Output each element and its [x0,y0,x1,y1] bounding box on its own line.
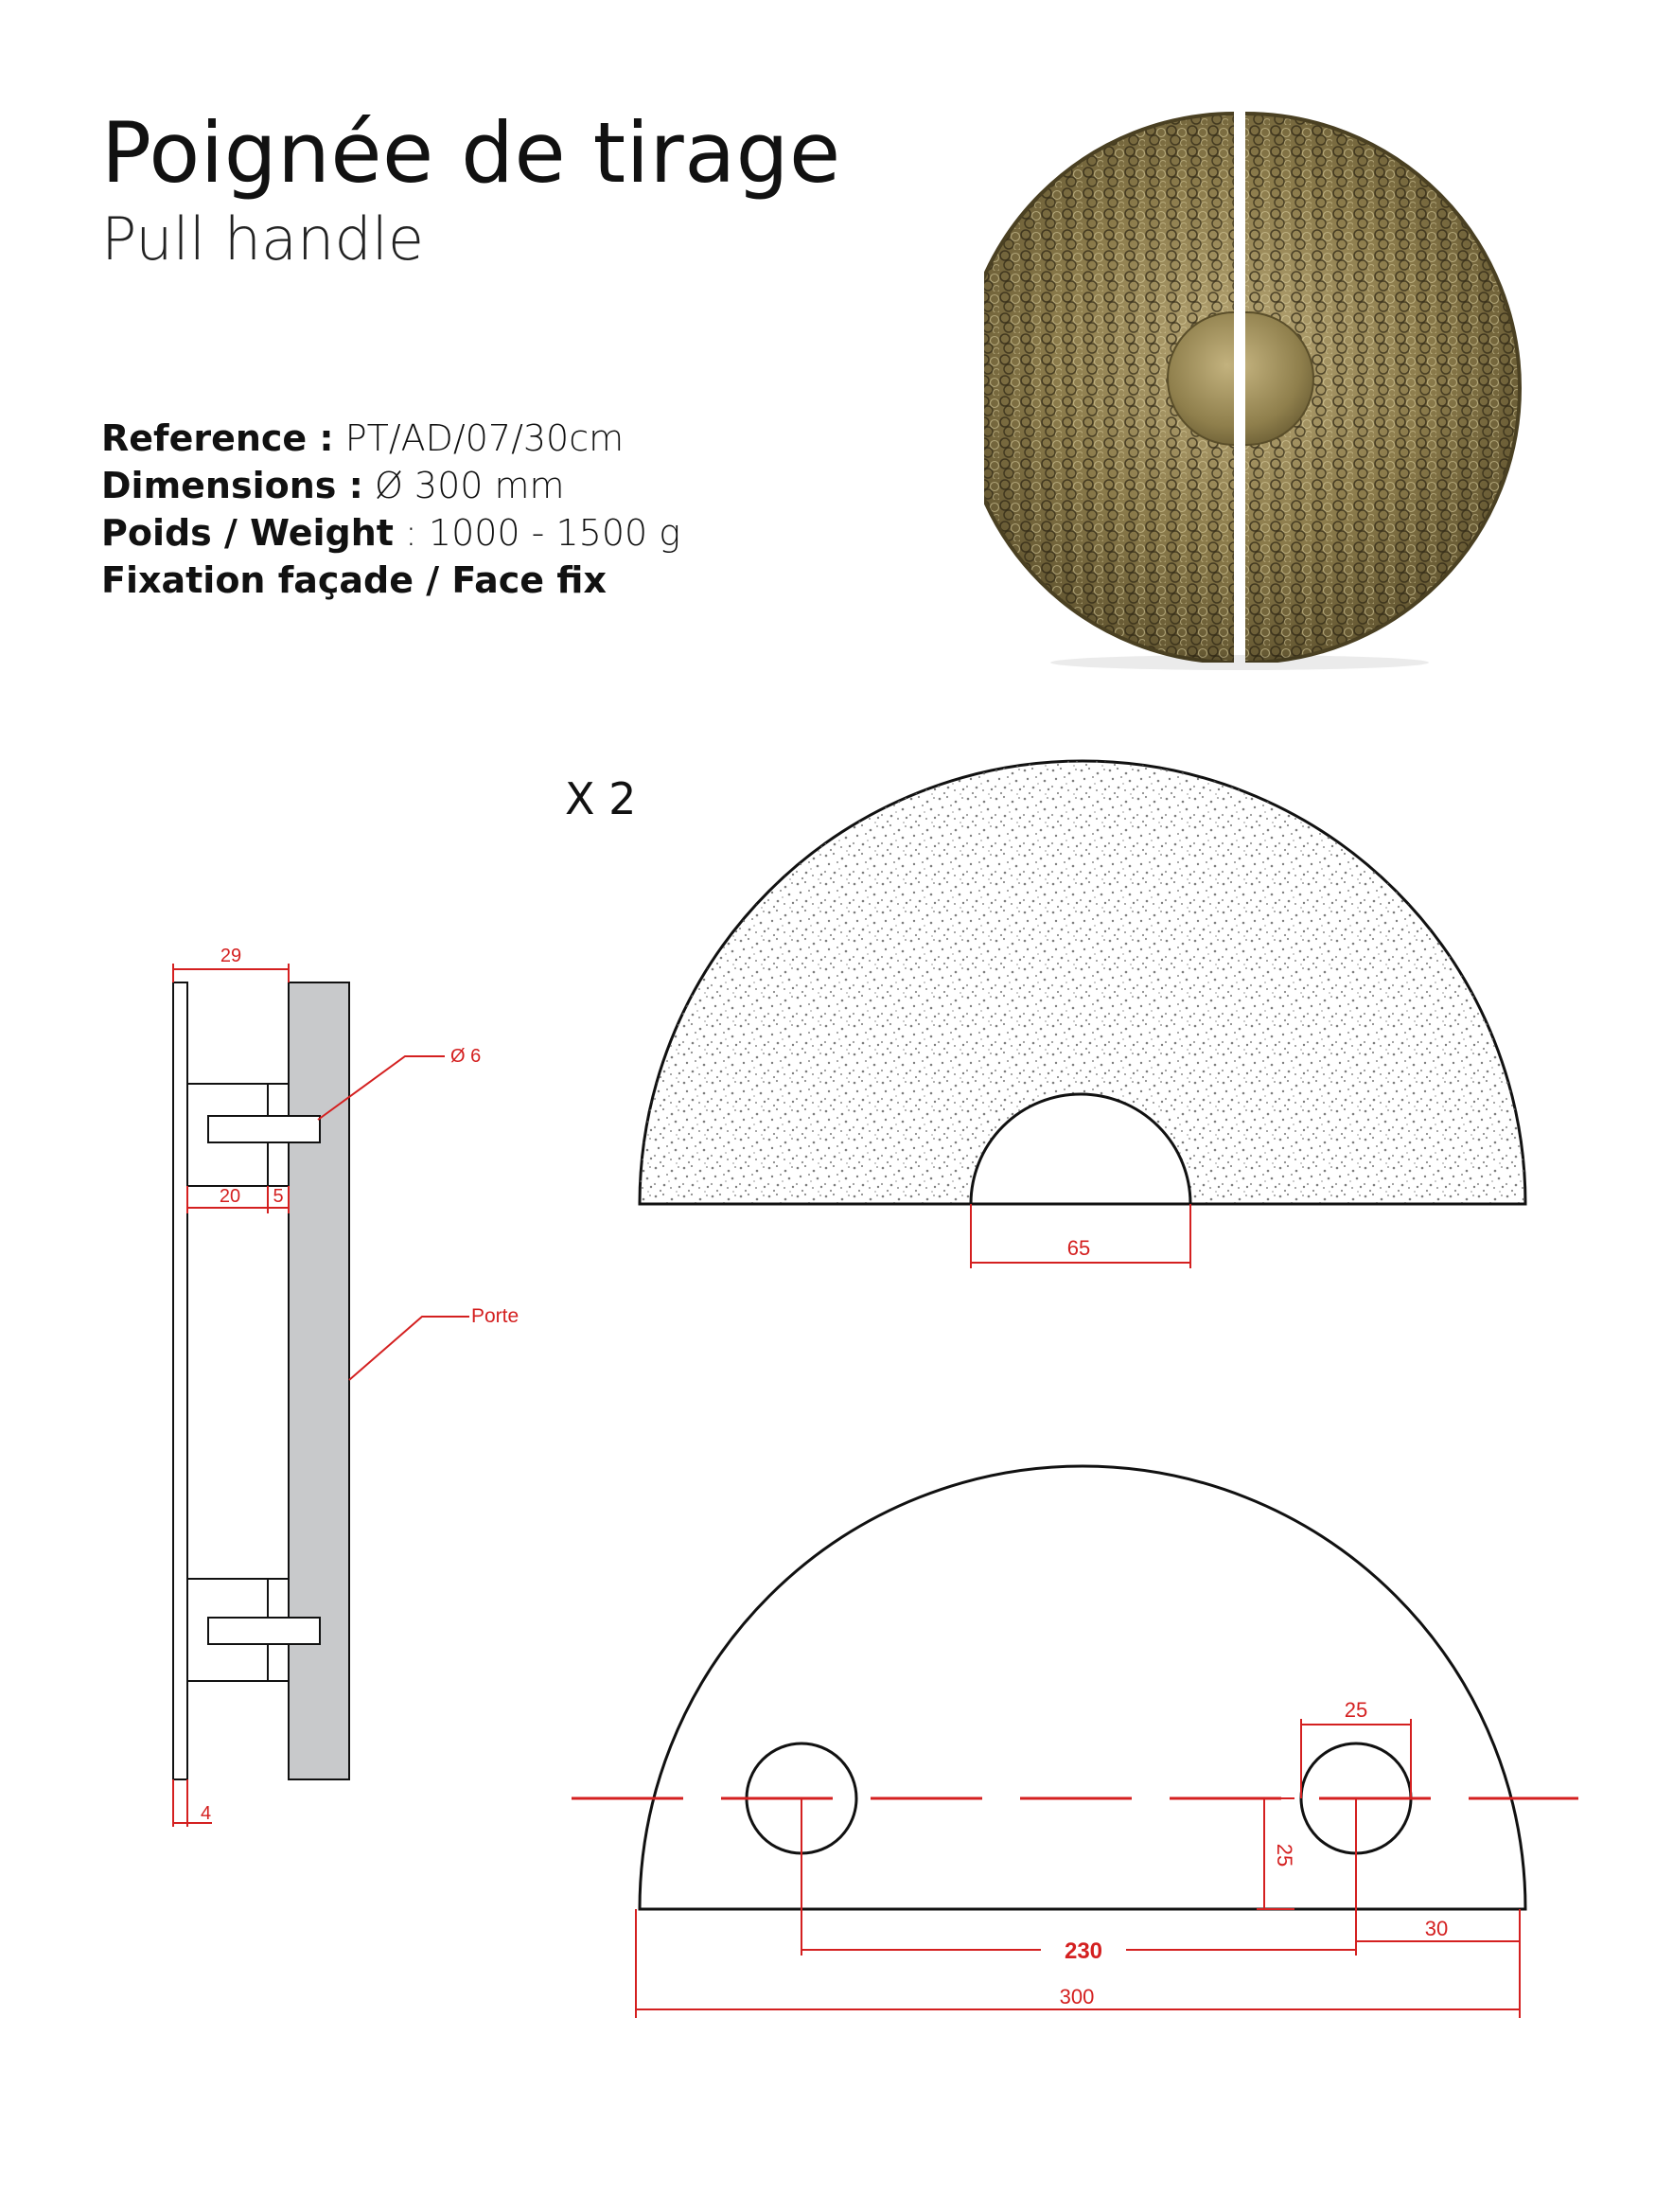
spec-label: Fixation façade / Face fix [101,559,607,601]
back-view [572,1466,1578,2018]
dimension-label: 65 [1066,1236,1091,1260]
spec-label: Poids / Weight [101,512,394,554]
side-view [173,946,519,1827]
dimension-label: 20 [219,1186,241,1207]
page-subtitle: Pull handle [101,204,425,274]
page-title: Poignée de tirage [101,104,841,202]
dimension-label: 300 [1059,1985,1095,2008]
spec-label: Reference : [101,417,334,459]
door-section [289,982,349,1779]
handle-plate [173,982,187,1779]
spec-value: Ø 300 mm [374,465,565,506]
dimension-label: 30 [1424,1917,1449,1940]
dimension-label: 25 [1344,1698,1368,1722]
dimension-label: Ø 6 [450,1046,482,1067]
dimension-label: 230 [1064,1938,1103,1964]
spec-label: Dimensions : [101,465,363,506]
spec-value: : 1000 - 1500 g [405,512,681,554]
dimension-label: 29 [220,946,242,966]
quantity-label: X 2 [565,773,637,824]
dimension-label: 4 [201,1803,212,1824]
door-label: Porte [471,1305,520,1327]
product-photo [960,114,1520,670]
dimension-label: 5 [273,1186,284,1207]
spec-value: PT/AD/07/30cm [344,417,625,459]
dimension-label: 25 [1273,1843,1296,1867]
front-view [640,761,1525,1268]
